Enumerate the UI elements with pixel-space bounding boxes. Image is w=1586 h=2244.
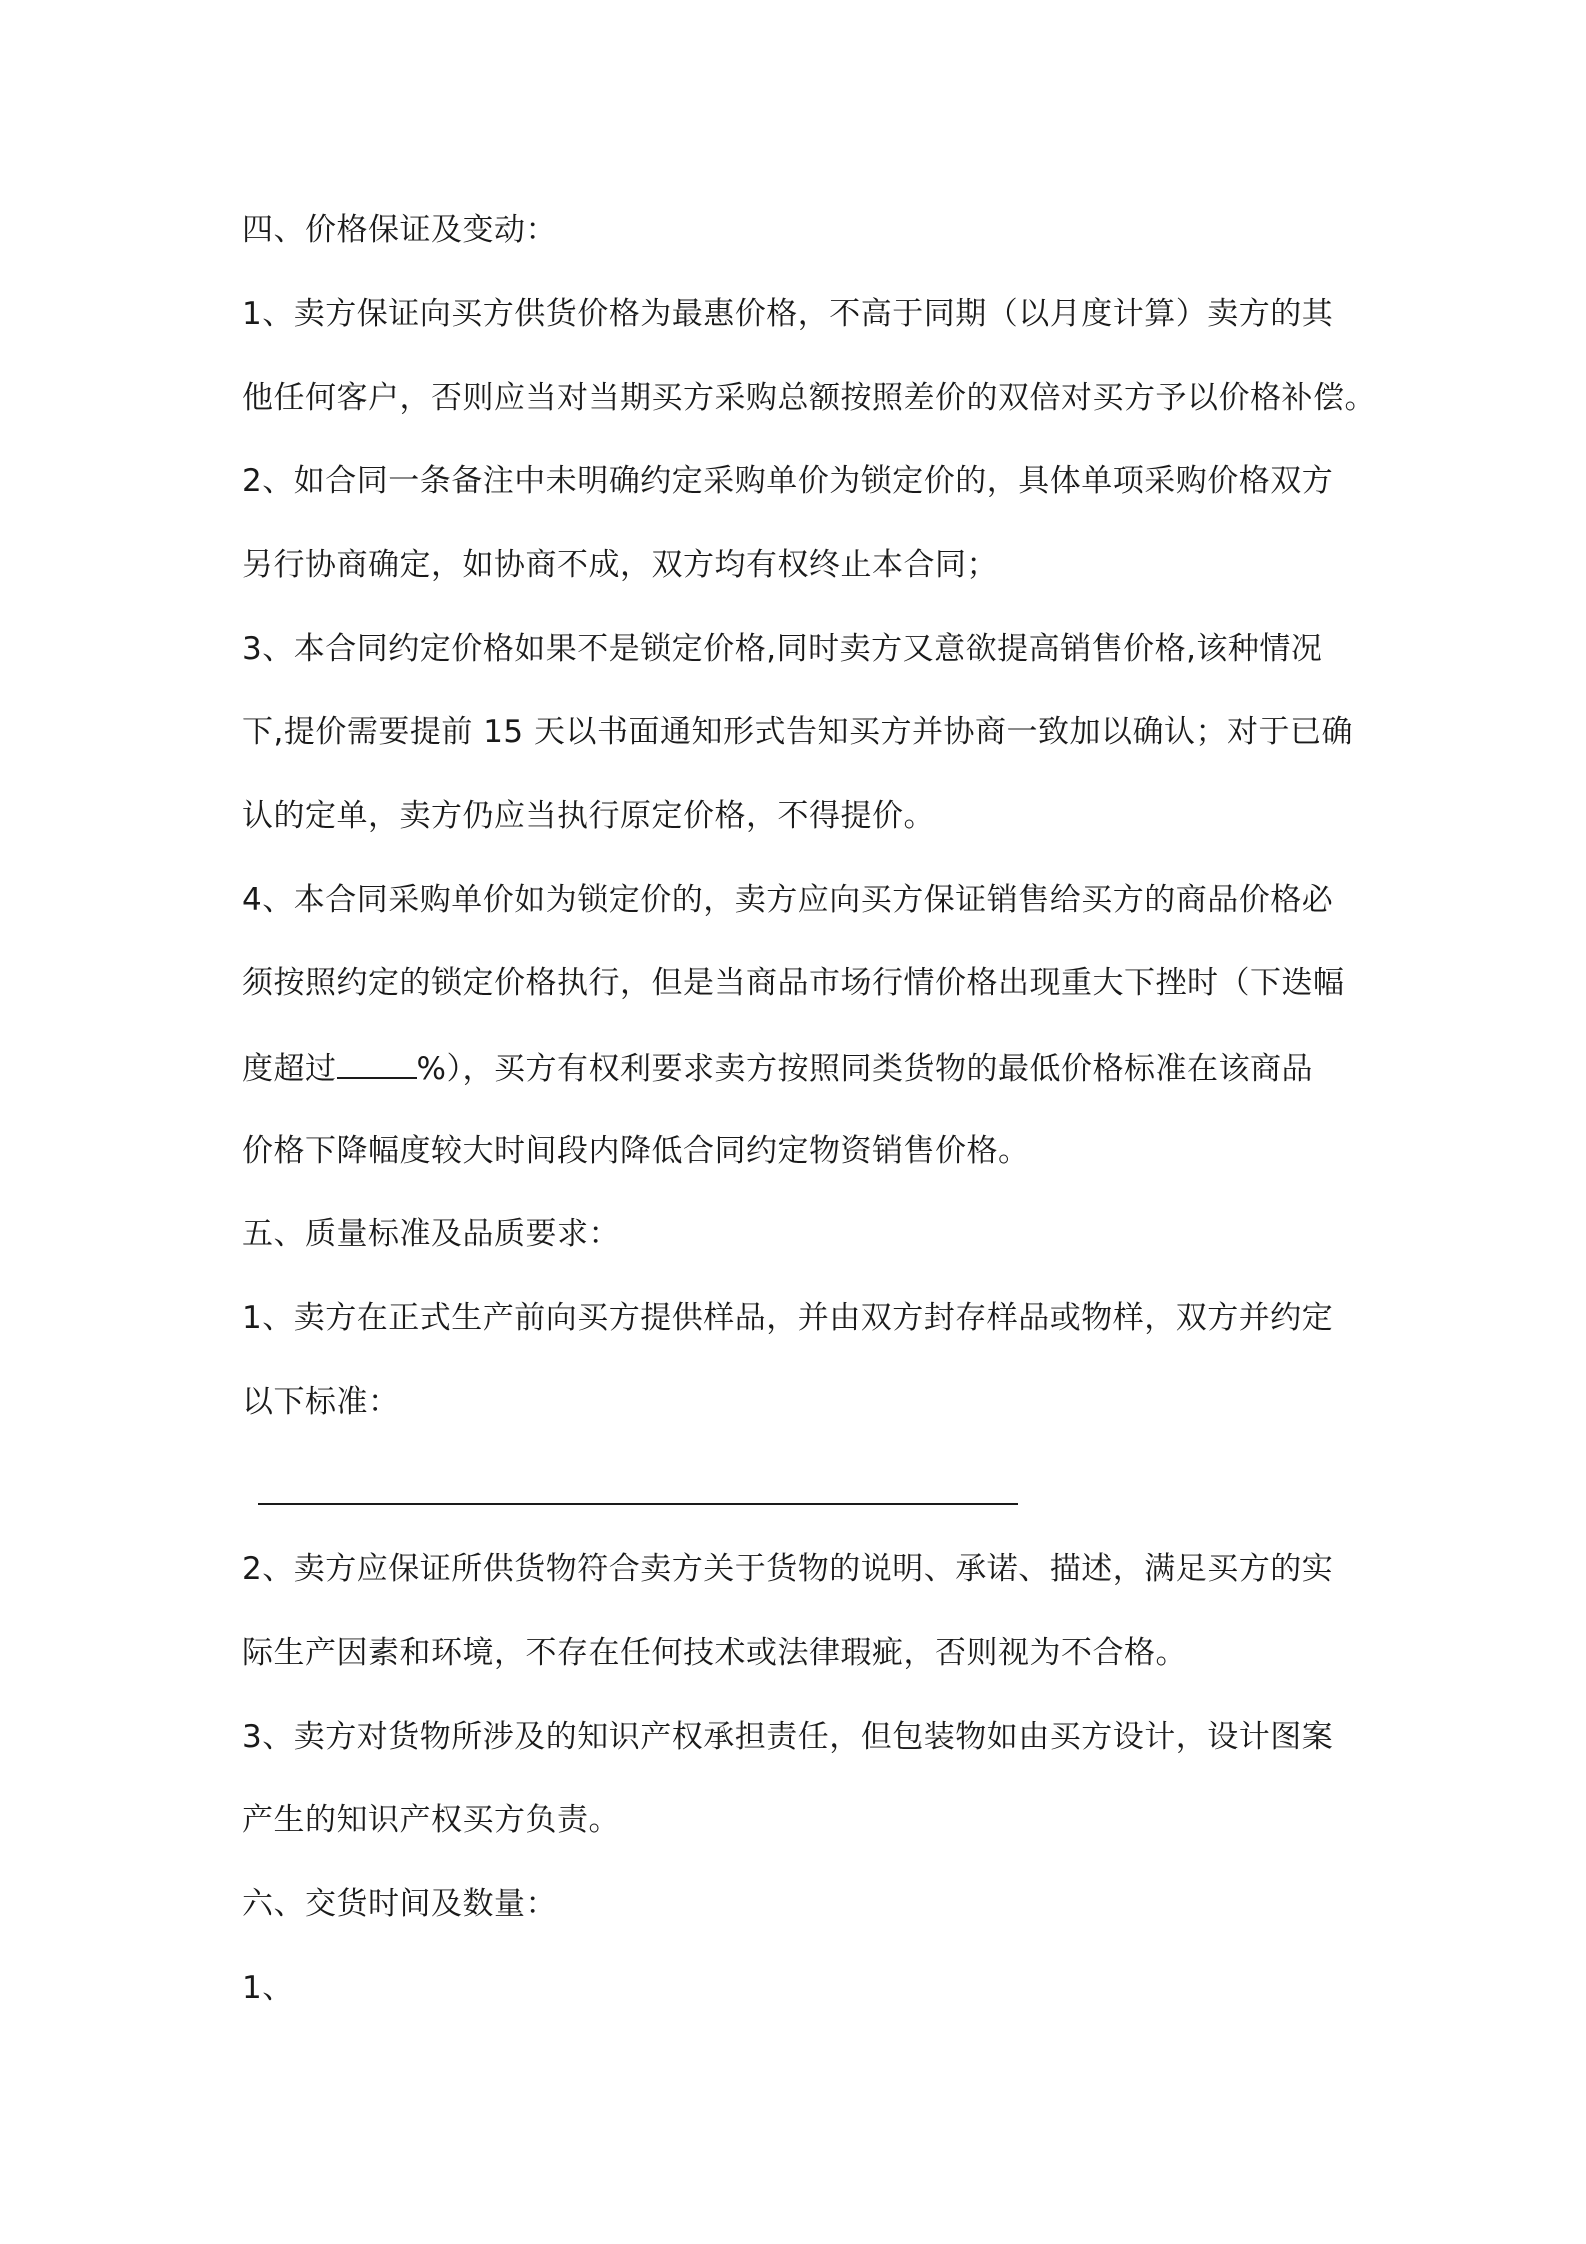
section-4-item-3-line-1: 3、本合同约定价格如果不是锁定价格,同时卖方又意欲提高销售价格,该种情况 bbox=[242, 631, 1323, 667]
section-4-item-2-line-2: 另行协商确定，如协商不成，双方均有权终止本合同； bbox=[242, 547, 998, 583]
percent-blank-field[interactable] bbox=[337, 1047, 417, 1079]
section-6-item-1: 1、 bbox=[242, 1970, 294, 2006]
section-4-item-1-line-2: 他任何客户，否则应当对当期买方采购总额按照差价的双倍对买方予以价格补偿。 bbox=[242, 380, 1376, 416]
section-4-item-1-line-1: 1、卖方保证向买方供货价格为最惠价格，不高于同期（以月度计算）卖方的其 bbox=[242, 296, 1334, 332]
standard-fill-in-line[interactable] bbox=[258, 1503, 1018, 1505]
section-4-item-4-line-2: 须按照约定的锁定价格执行，但是当商品市场行情价格出现重大下挫时（下迭幅 bbox=[242, 965, 1345, 1001]
section-5-item-1-line-2: 以下标准： bbox=[242, 1384, 400, 1420]
section-5-item-1-line-1: 1、卖方在正式生产前向买方提供样品，并由双方封存样品或物样，双方并约定 bbox=[242, 1300, 1334, 1336]
section-4-item-4-line-1: 4、本合同采购单价如为锁定价的，卖方应向买方保证销售给买方的商品价格必 bbox=[242, 882, 1334, 918]
section-4-item-3-line-2: 下,提价需要提前 15 天以书面通知形式告知买方并协商一致加以确认；对于已确 bbox=[242, 714, 1354, 750]
section-5-item-3-line-2: 产生的知识产权买方负责。 bbox=[242, 1802, 620, 1838]
section-5-item-2-line-2: 际生产因素和环境，不存在任何技术或法律瑕疵，否则视为不合格。 bbox=[242, 1635, 1187, 1671]
section-4-item-4-line-4: 价格下降幅度较大时间段内降低合同约定物资销售价格。 bbox=[242, 1133, 1030, 1169]
section-6-heading: 六、交货时间及数量： bbox=[242, 1886, 557, 1922]
section-5-item-3-line-1: 3、卖方对货物所涉及的知识产权承担责任，但包装物如由买方设计，设计图案 bbox=[242, 1719, 1334, 1755]
section-5-heading: 五、质量标准及品质要求： bbox=[242, 1216, 620, 1252]
section-4-heading: 四、价格保证及变动： bbox=[242, 212, 557, 248]
percent-trail-text: %），买方有权利要求卖方按照同类货物的最低价格标准在该商品 bbox=[416, 1051, 1313, 1087]
percent-lead-text: 度超过 bbox=[242, 1051, 337, 1087]
section-4-item-3-line-3: 认的定单，卖方仍应当执行原定价格，不得提价。 bbox=[242, 798, 935, 834]
section-4-item-4-line-3 bbox=[242, 1047, 1313, 1089]
section-5-item-2-line-1: 2、卖方应保证所供货物符合卖方关于货物的说明、承诺、描述，满足买方的实 bbox=[242, 1551, 1334, 1587]
section-4-item-2-line-1: 2、如合同一条备注中未明确约定采购单价为锁定价的，具体单项采购价格双方 bbox=[242, 463, 1334, 499]
